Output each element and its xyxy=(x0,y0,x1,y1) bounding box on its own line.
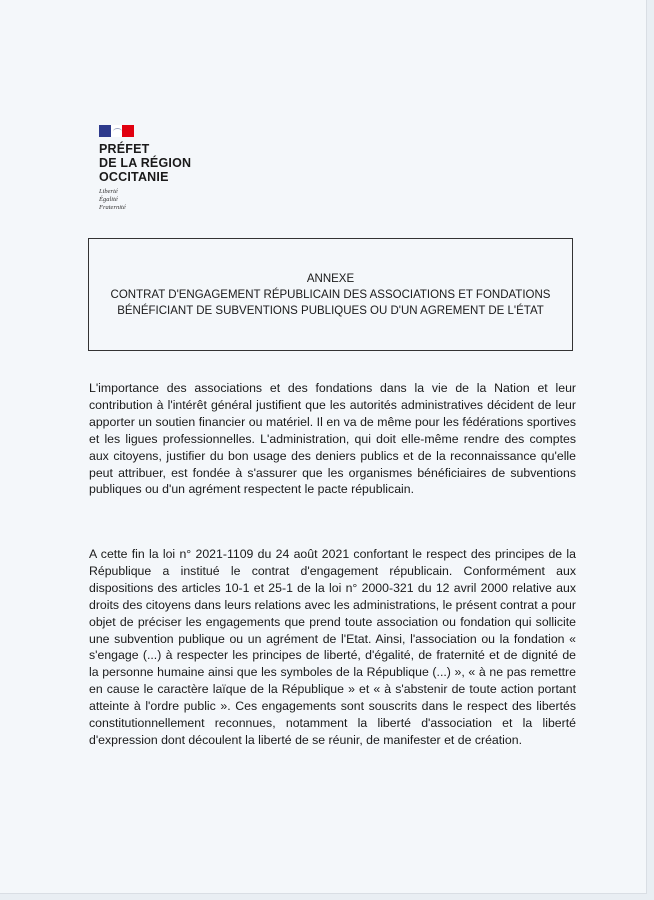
motto-liberte: Liberté xyxy=(99,188,118,195)
prefet-name xyxy=(99,142,219,184)
republic-motto xyxy=(99,188,219,212)
annex-label: ANNEXE xyxy=(306,273,355,285)
title-box xyxy=(88,238,573,351)
flag-blue-stripe xyxy=(99,125,111,137)
law-paragraph: A cette fin la loi n° 2021-1109 du 24 août 2021 confortant le respect des principes de la République a institué le contrat d'engagement républicain. Conformément aux dispositions des articles 10-1 et 25-1 de la loi n° 2000-321 du 12 avril 2000 relative aux droits des citoyens dans leurs relations avec les administrations, le présent contrat a pour objet de préciser les engagements que prend toute association ou fondation qui sollicite une subvention publique ou un agrément de l'Etat. Ainsi, l'association ou la fondation « s'engage (...) à respecter les principes de liberté, d'égalité, de fraternité et de dignité de la personne humaine ainsi que les symboles de la République (...) », « à ne pas remettre en cause le caractère laïque de la République » et « à s'abstenir de toute action portant atteinte à l'ordre public ». Ces engagements sont souscrits dans le respect des libertés constitutionnellement reconnues, notamment la liberté d'association et la liberté d'expression dont découlent la liberté de se réunir, de manifester et de création. xyxy=(89,547,576,747)
marianne-profile-icon xyxy=(113,128,122,135)
contract-title-line-1: CONTRAT D'ENGAGEMENT RÉPUBLICAIN DES ASSOCIATIONS ET FONDATIONS xyxy=(110,289,551,301)
motto-egalite: Égalité xyxy=(99,196,118,203)
intro-paragraph: L'importance des associations et des fondations dans la vie de la Nation et leur contribution à l'intérêt général justifient que les autorités administratives décident de leur apporter un soutien financier ou matériel. Il en va de même pour les fédérations sportives et les ligues professionnelles. L'administration, qui doit elle-même rendre des comptes aux citoyens, justifier du bon usage des deniers publics et de la reconnaissance qu'elle peut attribuer, est fondée à s'assurer que les organismes bénéficiaires de subventions publiques ou d'un agrément respectent le pacte républicain. xyxy=(89,381,576,497)
prefet-logo xyxy=(99,125,219,212)
prefet-name-line-2: DE LA RÉGION xyxy=(99,156,192,170)
prefet-name-line-3: OCCITANIE xyxy=(99,170,169,184)
motto-fraternite: Fraternité xyxy=(99,204,126,211)
flag-red-stripe xyxy=(122,125,134,137)
prefet-name-line-1: PRÉFET xyxy=(99,142,150,156)
contract-title-line-2: BÉNÉFICIANT DE SUBVENTIONS PUBLIQUES OU D'UN AGREMENT DE L'ÉTAT xyxy=(117,305,544,317)
